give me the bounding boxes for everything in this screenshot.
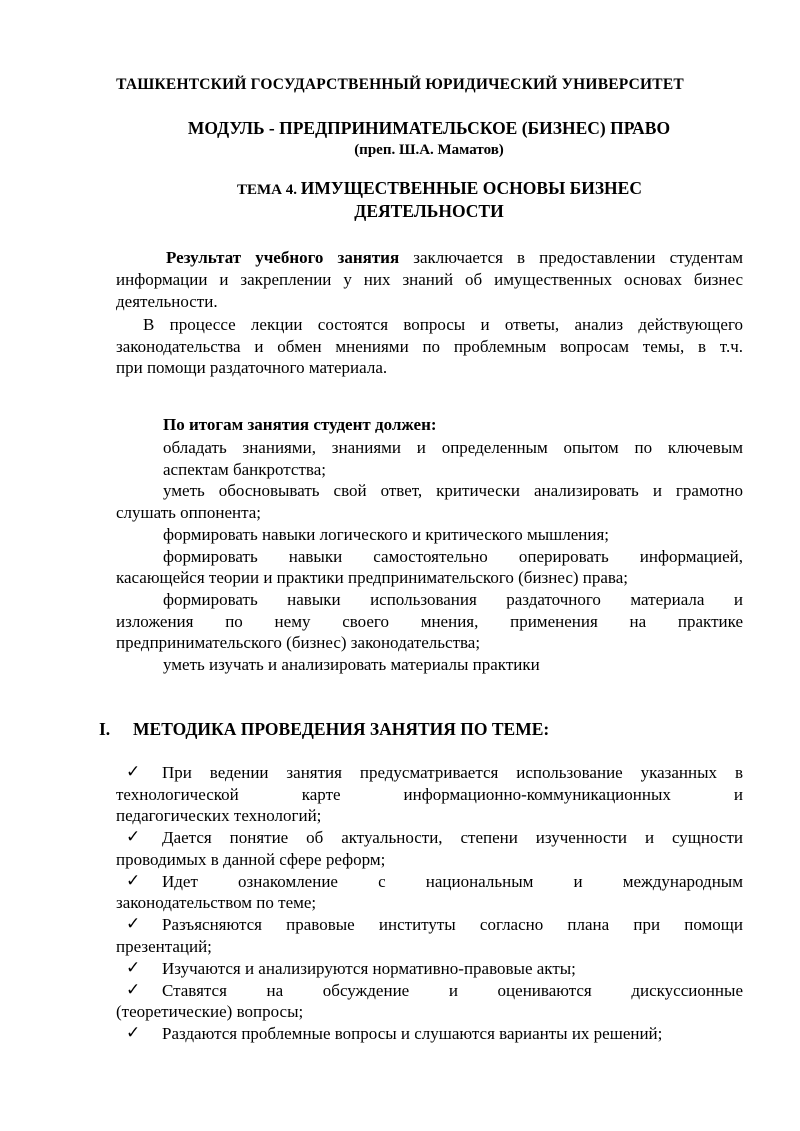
- method-line: проводимых в данной сфере реформ;: [116, 850, 386, 869]
- topic-title-line-1: [237, 178, 642, 199]
- section-heading: [99, 719, 549, 740]
- method-line: Дается понятие об актуальности, степени изученности и сущности: [162, 828, 743, 847]
- university-name: ТАШКЕНТСКИЙ ГОСУДАРСТВЕННЫЙ ЮРИДИЧЕСКИЙ УНИВЕРСИТЕТ: [116, 76, 684, 93]
- intro-bold-lead: Результат учебного занятия: [166, 248, 400, 267]
- outcome-line: слушать оппонента;: [116, 503, 261, 522]
- checkmark-icon: ✓: [126, 1023, 141, 1042]
- checkmark-icon: ✓: [126, 827, 141, 846]
- outcome-line: аспектам банкротства;: [163, 460, 326, 479]
- checkmark-icon: ✓: [126, 914, 141, 933]
- checkmark-icon: ✓: [126, 980, 141, 999]
- method-line: Идет ознакомление с национальным и международным: [162, 872, 743, 891]
- topic-title-line-2: ДЕЯТЕЛЬНОСТИ: [354, 201, 504, 221]
- outcomes-heading: По итогам занятия студент должен:: [163, 415, 437, 434]
- method-line: педагогических технологий;: [116, 806, 322, 825]
- outcome-line: формировать навыки самостоятельно оперировать информацией,: [163, 547, 743, 566]
- section-number: I.: [99, 719, 111, 739]
- method-line: законодательством по теме;: [116, 893, 317, 912]
- method-line: презентаций;: [116, 937, 212, 956]
- intro-text: заключается в предоставлении студентам: [399, 248, 743, 267]
- method-line: технологической карте информационно-коммуникационных и: [116, 785, 743, 804]
- outcome-line: касающейся теории и практики предпринимательского (бизнес) права;: [116, 568, 628, 587]
- method-line: Изучаются и анализируются нормативно-правовые акты;: [162, 959, 576, 978]
- intro-line: деятельности.: [116, 292, 218, 311]
- outcome-line: предпринимательского (бизнес) законодательства;: [116, 633, 481, 652]
- checkmark-icon: ✓: [126, 871, 141, 890]
- topic-number: ТЕМА 4.: [237, 182, 301, 198]
- outcome-line: обладать знаниями, знаниями и определенным опытом по ключевым: [163, 438, 743, 457]
- method-line: Разъясняются правовые институты согласно плана при помощи: [162, 915, 743, 934]
- outcome-line: уметь изучать и анализировать материалы практики: [163, 655, 540, 674]
- outcome-line: формировать навыки логического и критического мышления;: [163, 525, 609, 544]
- intro-line: информации и закреплении у них знаний об имущественных основах бизнес: [116, 270, 743, 289]
- method-line: Ставятся на обсуждение и оцениваются дискуссионные: [162, 981, 743, 1000]
- module-title: МОДУЛЬ - ПРЕДПРИНИМАТЕЛЬСКОЕ (БИЗНЕС) ПРАВО: [187, 118, 671, 138]
- method-line: При ведении занятия предусматривается использование указанных в: [162, 763, 743, 782]
- intro-line: В процессе лекции состоятся вопросы и ответы, анализ действующего: [143, 315, 743, 334]
- intro-line: [166, 248, 743, 268]
- section-title: МЕТОДИКА ПРОВЕДЕНИЯ ЗАНЯТИЯ ПО ТЕМЕ:: [133, 719, 550, 739]
- topic-title-text: ИМУЩЕСТВЕННЫЕ ОСНОВЫ БИЗНЕС: [300, 178, 642, 198]
- intro-line: при помощи раздаточного материала.: [116, 358, 388, 377]
- method-line: Раздаются проблемные вопросы и слушаются варианты их решений;: [162, 1024, 663, 1043]
- teacher-name: (преп. Ш.А. Маматов): [354, 142, 504, 158]
- method-line: (теоретические) вопросы;: [116, 1002, 304, 1021]
- intro-line: законодательства и обмен мнениями по проблемным вопросам темы, в т.ч.: [116, 337, 743, 356]
- outcome-line: формировать навыки использования раздаточного материала и: [163, 590, 743, 609]
- outcome-line: изложения по нему своего мнения, применения на практике: [116, 612, 743, 631]
- checkmark-icon: ✓: [126, 958, 141, 977]
- checkmark-icon: ✓: [126, 762, 141, 781]
- outcome-line: уметь обосновывать свой ответ, критически анализировать и грамотно: [163, 481, 743, 500]
